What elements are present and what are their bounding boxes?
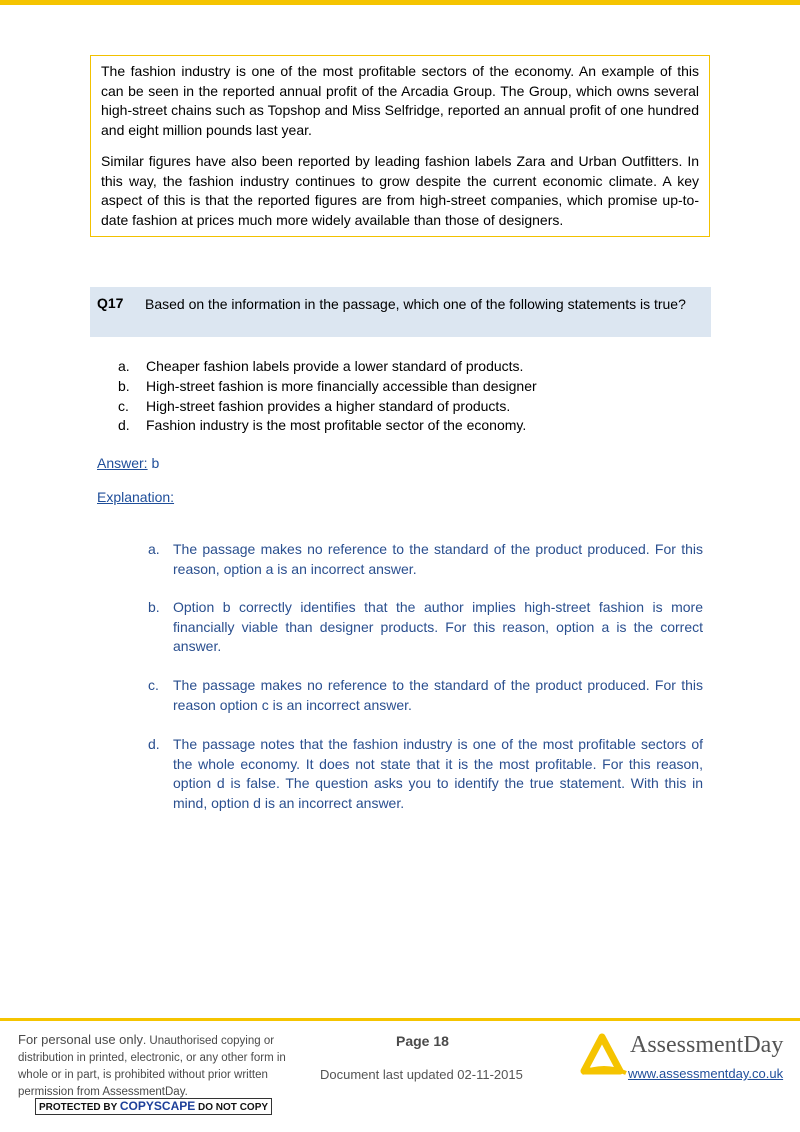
assessmentday-logo-icon <box>580 1033 628 1075</box>
option-text: High-street fashion is more financially accessible than designer <box>146 377 537 394</box>
passage-paragraph-1: The fashion industry is one of the most profitable sectors of the economy. An example of this can be seen in the reported annual profit of the Arcadia Group. The Group, which owns several high-street chains such as Topshop and Miss Selfridge, reported an annual profit of one hundred and eight million pounds last year. <box>101 63 699 138</box>
option-text: Fashion industry is the most profitable sector of the economy. <box>146 417 527 434</box>
question-number: Q17 <box>97 295 124 311</box>
logo-wordmark: AssessmentDay <box>630 1032 784 1058</box>
explanation-text: The passage notes that the fashion industry is one of the most profitable sectors of the whole economy. It does not state that it is the most profitable. For this reason, option d is false. The question asks you to identify the true statement. With this in mind, option d is an incorrect answer. <box>173 736 703 811</box>
explanation-letter: d. <box>148 736 160 752</box>
website-link[interactable]: www.assessmentday.co.uk <box>628 1066 784 1081</box>
option-b <box>118 377 537 397</box>
passage-paragraph-2: Similar figures have also been reported by leading fashion labels Zara and Urban Outfitters. In this way, the fashion industry continues to grow despite the current economic climate. A key aspect of this is that the reported figures are from high-street companies, which promise up-to-date fashion at prices much more widely available than those of designers. <box>101 153 699 228</box>
copyscape-badge[interactable] <box>35 1098 272 1115</box>
explanation-text: Option b correctly identifies that the author implies high-street fashion is more financially viable than designer products. For this reason, option a is the correct answer. <box>173 599 703 654</box>
footer-accent-rule <box>0 1018 800 1021</box>
question-header <box>90 287 711 337</box>
answer-line <box>97 455 159 471</box>
question-text: Based on the information in the passage, which one of the following statements is true? <box>145 296 686 312</box>
explanation-letter: c. <box>148 677 159 693</box>
explanation-item-d <box>148 735 703 813</box>
option-letter: d. <box>118 417 130 434</box>
copyright-lead: For personal use only <box>18 1032 144 1047</box>
answer-label: Answer: <box>97 455 148 471</box>
explanation-letter: b. <box>148 599 160 615</box>
explanation-letter: a. <box>148 541 160 557</box>
explanation-item-b <box>148 598 703 657</box>
answer-value: b <box>147 455 160 471</box>
option-d <box>118 416 537 436</box>
answer-options <box>118 357 537 436</box>
passage-box <box>90 55 710 237</box>
explanation-item-a <box>148 540 703 579</box>
option-letter: c. <box>118 397 129 414</box>
explanation-item-c <box>148 676 703 715</box>
explanation-text: The passage makes no reference to the standard of the product produced. For this reason, option a is an incorrect answer. <box>173 541 703 577</box>
top-accent-bar <box>0 0 800 5</box>
explanation-label: Explanation: <box>97 489 175 505</box>
option-text: Cheaper fashion labels provide a lower standard of products. <box>146 358 524 374</box>
option-text: High-street fashion provides a higher standard of products. <box>146 397 511 414</box>
option-c <box>118 397 537 417</box>
copyscape-post: DO NOT COPY <box>195 1102 269 1113</box>
copyscape-brand: COPYSCAPE <box>119 1099 196 1113</box>
option-letter: a. <box>118 358 130 374</box>
copyright-notice <box>18 1031 308 1101</box>
copyright-rest: . Unauthorised copying or distribution in printed, electronic, or any other form in whole or in part, is prohibited without prior written permission from AssessmentDay. <box>18 1035 286 1098</box>
copyscape-pre: PROTECTED BY <box>38 1102 120 1113</box>
option-a <box>118 357 537 377</box>
document-updated-date: Document last updated 02-11-2015 <box>320 1067 523 1082</box>
page-number: Page 18 <box>396 1033 449 1049</box>
explanation-text: The passage makes no reference to the standard of the product produced. For this reason option c is an incorrect answer. <box>173 677 703 713</box>
option-letter: b. <box>118 377 130 394</box>
